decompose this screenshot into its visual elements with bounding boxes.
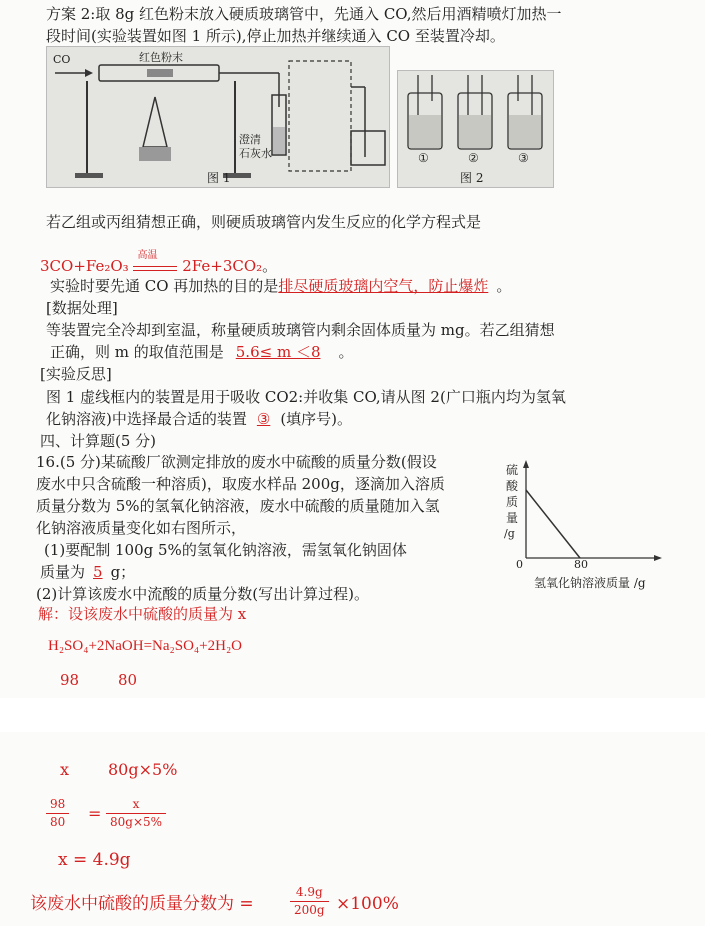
text-segment: 实验时要先通 CO 再加热的目的是: [50, 277, 279, 295]
solution-equation: H₂SO₄+2NaOH=Na₂SO₄+2H₂O: [48, 638, 243, 654]
solution-result: x = 4.9g: [58, 850, 131, 870]
answer-blank: 排尽硬质玻璃内空气，防止爆炸: [278, 277, 489, 295]
bottle-label: ②: [468, 151, 479, 165]
fraction-98-80: [46, 796, 69, 831]
equals-sign: [133, 266, 177, 271]
label-red-powder: 红色粉末: [139, 51, 183, 64]
equals-sign: =: [88, 804, 102, 823]
graph-ylabel: 硫: [506, 463, 519, 477]
fraction-numerator: 98: [46, 796, 69, 814]
text-line: (1)要配制 100g 5%的氢氧化钠溶液，需氢氧化钠固体: [44, 541, 407, 559]
text-line: (2)计算该废水中流酸的质量分数(写出计算过程)。: [36, 585, 369, 603]
answer-blank: 5: [93, 563, 103, 581]
text-segment: 质量为: [40, 563, 86, 581]
text-segment: 。: [338, 343, 354, 361]
text-line: 质量分数为 5%的氢氧化钠溶液，废水中硫酸的质量随加入氢: [36, 497, 440, 515]
text-line: 等装置完全冷却到室温，称量硬质玻璃管内剩余固体质量为 mg。若乙组猜想: [46, 321, 555, 339]
solution-value: x: [60, 760, 70, 779]
text-line: [46, 409, 352, 429]
apparatus-drawing: [47, 47, 389, 187]
blank-band: [0, 698, 705, 732]
figure-caption: 图 1: [207, 171, 231, 185]
text-line: [50, 276, 511, 296]
bottle-label: ①: [418, 151, 429, 165]
equation-end: 。: [262, 257, 278, 275]
solution-value: 80g×5%: [108, 760, 178, 779]
section-heading: [数据处理]: [46, 299, 118, 317]
graph-ylabel: 酸: [506, 479, 519, 493]
sulfuric-acid-graph: [496, 456, 666, 596]
text-line: 若乙组或丙组猜想正确，则硬质玻璃管内发生反应的化学方程式是: [46, 213, 482, 231]
solution-final: 该废水中硫酸的质量分数为 =: [30, 894, 254, 914]
bottle-label: ③: [518, 151, 529, 165]
equation-rhs: 2Fe+3CO₂: [182, 257, 263, 275]
label-limewater: 澄清: [239, 133, 261, 146]
fraction-final: [290, 884, 329, 919]
graph-ylabel: /g: [504, 527, 515, 540]
section-heading: 四、计算题(5 分): [40, 432, 157, 450]
section-heading: [实验反思]: [40, 365, 112, 383]
text-segment: g；: [110, 563, 136, 581]
figure-caption: 图 2: [460, 171, 484, 185]
solution-value: 98: [60, 671, 80, 689]
fraction-x: [106, 796, 166, 831]
text-segment: 化钠溶液)中选择最合适的装置: [46, 410, 247, 428]
label-limewater: 石灰水: [239, 147, 272, 160]
text-line: 16.(5 分)某硫酸厂欲测定排放的废水中硫酸的质量分数(假设: [36, 453, 437, 471]
text-line: 废水中只含硫酸一种溶质)，取废水样品 200g，逐滴加入溶质: [36, 475, 445, 493]
graph-ylabel: 质: [506, 495, 519, 509]
fraction-numerator: x: [106, 796, 166, 814]
text-line: 图 1 虚线框内的装置是用于吸收 CO2:并收集 CO,请从图 2(广口瓶内均为氢氧: [46, 388, 566, 406]
text-segment: 。: [496, 277, 512, 295]
equation-lhs: 3CO+Fe₂O₃: [40, 257, 129, 275]
equation-arrow: [133, 250, 177, 271]
text-line: 化钠溶液质量变化如右图所示，: [36, 519, 247, 537]
solution-final-multiplier: ×100%: [336, 894, 399, 914]
graph-origin: 0: [516, 558, 523, 571]
graph-ylabel: 量: [506, 511, 519, 525]
text-line: [50, 342, 354, 362]
answer-blank: ③: [256, 410, 271, 428]
solution-value: 80: [118, 671, 138, 689]
figure-2-bottles: [397, 70, 554, 188]
text-segment: 正确，则 m 的取值范围是: [50, 343, 224, 361]
text-line: 段时间(实验装置如图 1 所示),停止加热并继续通入 CO 至装置冷却。: [46, 27, 505, 45]
equation-condition: 高温: [137, 250, 158, 261]
answer-blank: 5.6≤ m ＜8: [235, 343, 321, 361]
solution-line: 解：设该废水中硫酸的质量为 x: [38, 605, 247, 623]
text-line: 方案 2:取 8g 红色粉末放入硬质玻璃管中，先通入 CO,然后用酒精喷灯加热一: [46, 5, 562, 23]
text-segment: (填序号)。: [280, 410, 353, 428]
fraction-denominator: 80g×5%: [110, 815, 163, 829]
fraction-denominator: 200g: [294, 903, 325, 917]
chemical-equation: [40, 250, 278, 276]
figure-1-apparatus: [46, 46, 390, 188]
fraction-denominator: 80: [50, 815, 66, 829]
text-line: [40, 562, 135, 582]
label-co: CO: [53, 53, 71, 66]
fraction-numerator: 4.9g: [290, 884, 329, 902]
graph-xlabel: 氢氧化钠溶液质量 /g: [534, 576, 646, 590]
graph-xtick: 80: [574, 558, 588, 571]
